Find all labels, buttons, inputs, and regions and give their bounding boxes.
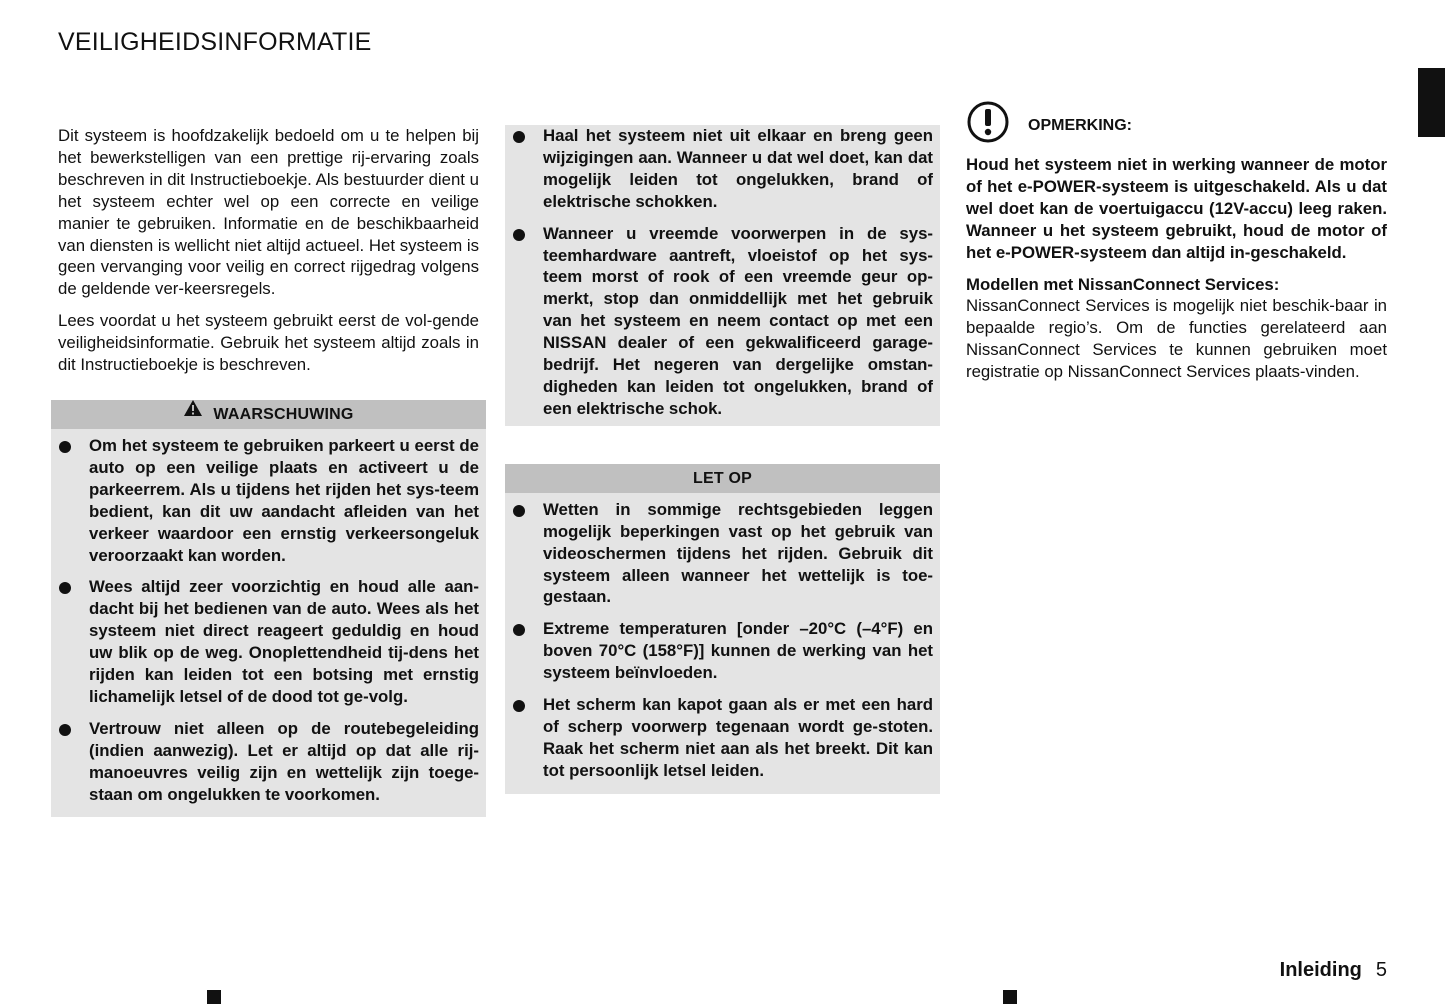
- warning-item: Vertrouw niet alleen op de routebegeleiding (indien aanwezig). Let er altijd op dat alle rij-manoeuvres veilig zijn en wettelijk zijn toege-staan om ongelukken te voorkomen.: [58, 718, 479, 806]
- warning-label: WAARSCHUWING: [213, 405, 354, 423]
- note-label: OPMERKING:: [1028, 117, 1132, 134]
- warning-header: [51, 400, 486, 429]
- middle-column: [505, 125, 940, 794]
- warning-triangle-icon: [183, 398, 203, 427]
- page-footer: [1280, 957, 1387, 983]
- note-text: Houd het systeem niet in werking wanneer de motor of het e-POWER-systeem is uitgeschakeld. Als u dat wel doet kan de voertuigaccu (12V-accu) leeg raken. Wanneer u het systeem gebruikt, houd de motor of het e-POWER-systeem dan altijd in-geschakeld.: [966, 155, 1387, 262]
- warning-box-continued: [505, 125, 940, 426]
- warning-item: Haal het systeem niet uit elkaar en breng geen wijzigingen aan. Wanneer u dat wel doet, kan dat mogelijk leiden tot ongelukken, brand of elektrische schokken.: [512, 125, 933, 213]
- section-tab-marker: [1418, 68, 1445, 137]
- warning-body-continued: [505, 125, 940, 426]
- warning-body: [51, 429, 486, 818]
- warning-item: Wanneer u vreemde voorwerpen in de sys-teemhardware aantreft, vloeistof op het sys-teem morst of rook of een vreemde geur op-merkt, stop dan onmiddellijk met het gebruik van het systeem en neem contact op met een NISSAN dealer of een gekwalificeerd garage-bedrijf. Het negeren van dergelijke omstan-digheden kan leiden tot ongelukken, brand of een elektrische schok.: [512, 223, 933, 424]
- warning-item: Om het systeem te gebruiken parkeert u eerst de auto op een veilige plaats en activeert u de parkeerrem. Als u tijdens het rijden het sys-teem bedient, kan dit uw aandacht afleiden van het verkeer waardoor een ernstig verkeersongeluk veroorzaakt kan worden.: [58, 435, 479, 566]
- caution-item: Extreme temperaturen [onder –20°C (–4°F) en boven 70°C (158°F)] kunnen de werking van het systeem beïnvloeden.: [512, 618, 933, 684]
- caution-header: LET OP: [505, 464, 940, 493]
- caution-body: [505, 493, 940, 794]
- warning-item: Wees altijd zeer voorzichtig en houd alle aan-dacht bij het bedienen van de auto. Wees als het systeem niet direct reageert geduldig en houd uw blik op de weg. Onoplettendheid tij-dens het rijden kan leiden tot een botsing met ernstig lichamelijk letsel of de dood tot ge-volg.: [58, 576, 479, 707]
- intro-paragraph: Dit systeem is hoofdzakelijk bedoeld om u te helpen bij het bewerkstelligen van een prettige rij-ervaring zoals beschreven in dit Instructieboekje. Als bestuurder dient u het systeem echter wel op een correcte en veilige manier te gebruiken. Informatie en de beschikbaarheid van diensten is wellicht niet altijd actueel. Het systeem is geen vervanging voor veilig en correct rijgedrag volgens de geldende ver-keersregels.: [58, 126, 479, 299]
- left-column: [51, 125, 486, 817]
- body-text: NissanConnect Services is mogelijk niet beschik-baar in bepaalde regio’s. Om de functies gerelateerd aan NissanConnect Services te kunnen gebruiken moet registratie op NissanConnect Services plaats-vinden.: [966, 296, 1387, 382]
- crop-mark-right: [1003, 990, 1017, 1004]
- caution-item: Het scherm kan kapot gaan als er met een hard of scherp voorwerp tegenaan wordt ge-stoten. Raak het scherm niet aan als het breekt. Dit kan tot persoonlijk letsel leiden.: [512, 694, 933, 782]
- section-name: Inleiding: [1279, 959, 1362, 981]
- crop-mark-left: [207, 990, 221, 1004]
- subheading: Modellen met NissanConnect Services:: [966, 274, 1280, 294]
- intro-paragraph: Lees voordat u het systeem gebruikt eerst de vol-gende veiligheidsinformatie. Gebruik het systeem altijd zoals in dit Instructieboekje is beschreven.: [58, 311, 479, 375]
- caution-item: Wetten in sommige rechtsgebieden leggen mogelijk beperkingen vast op het gebruik van videoschermen tijdens het rijden. Gebruik dit systeem alleen wanneer het wettelijk is toe-gestaan.: [512, 499, 933, 609]
- warning-box: [51, 400, 486, 818]
- page-title: VEILIGHEIDSINFORMATIE: [58, 28, 372, 56]
- caution-box: [505, 464, 940, 794]
- page-number: 5: [1375, 959, 1387, 981]
- note-header: [966, 102, 1387, 146]
- exclamation-circle-icon: [966, 100, 1010, 149]
- right-column: [966, 102, 1387, 393]
